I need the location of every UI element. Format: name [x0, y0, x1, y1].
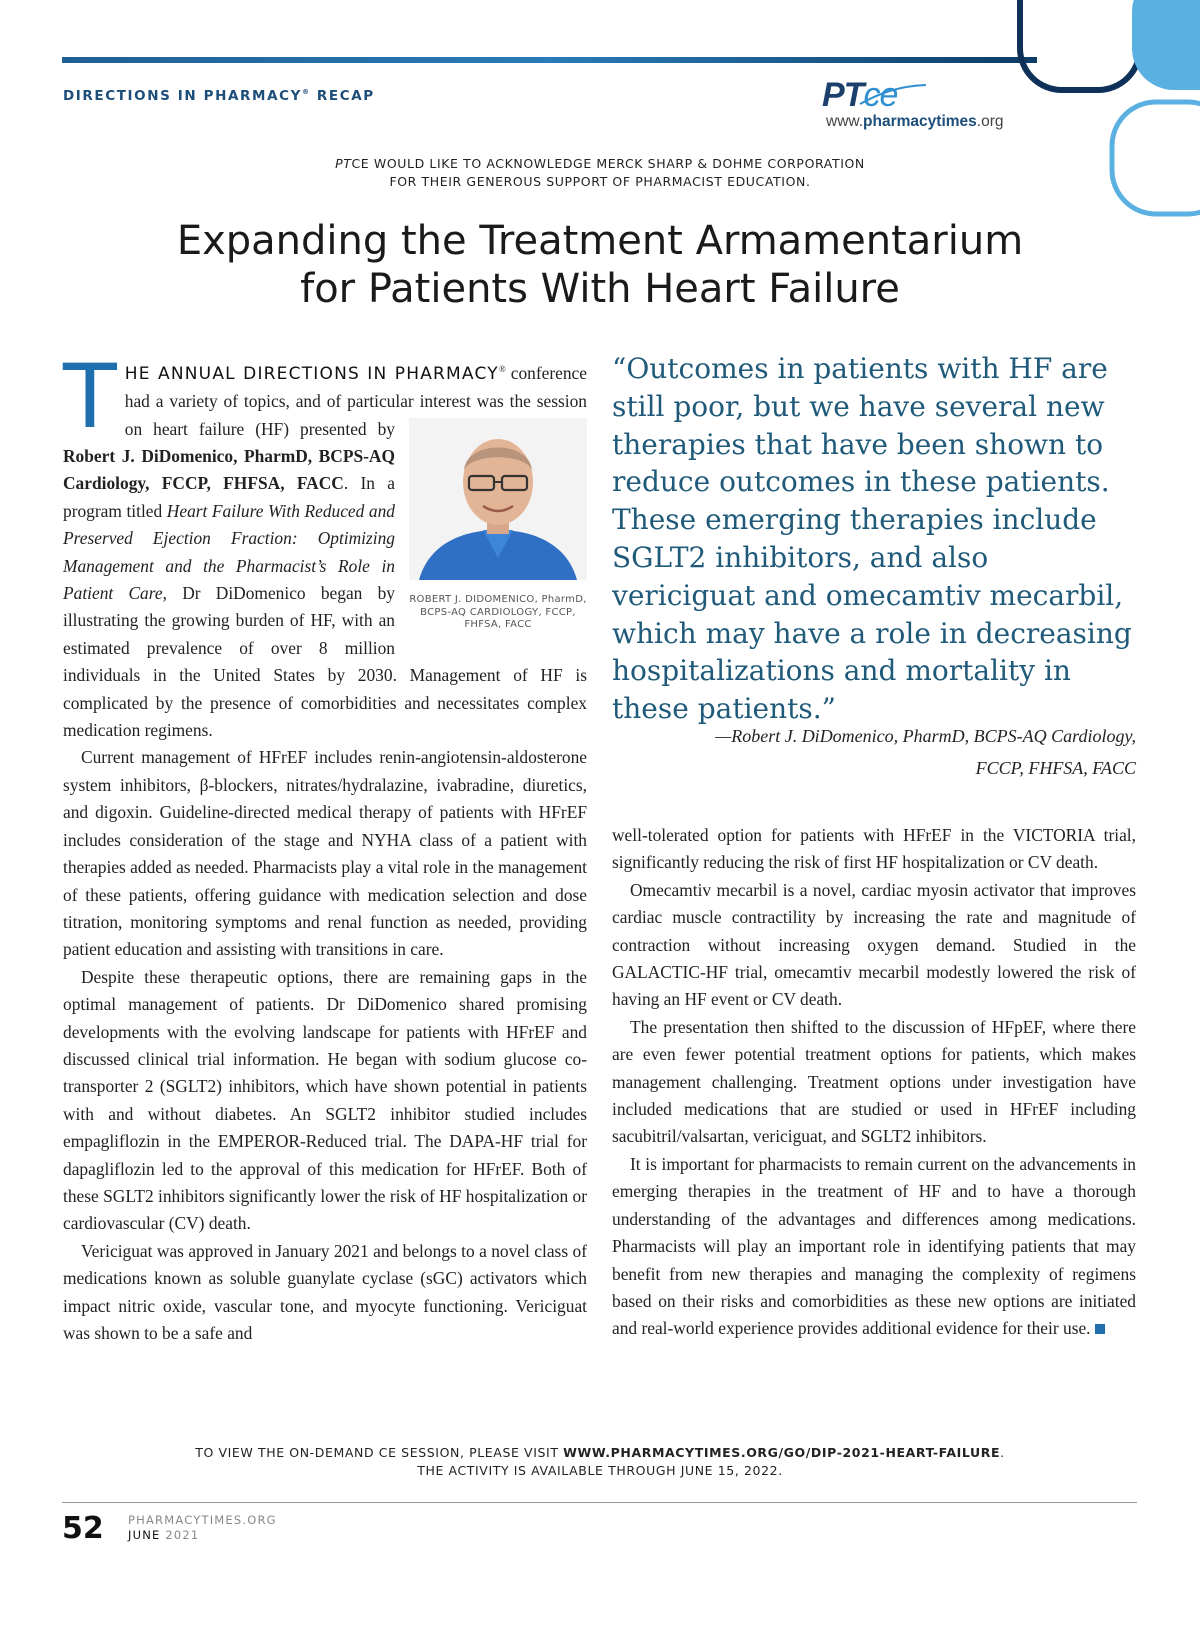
intro-text-3: , Dr DiDomenico began by illustrating the growing burden of HF, with an estimated prevalence of over 8 million individuals in the United States by 2030. Management of HF is complicated by the presence of comorbidities and necessitates complex medication regimens. — [63, 583, 587, 741]
paragraph-sglt2: Despite these therapeutic options, there are remaining gaps in the optimal management of patients. Dr DiDomenico shared promising developments with the evolving landscape for patients with HFrEF and discussed clinical trial information. He began with sodium glucose co-transporter 2 (SGLT2) inhibitors, which have shown potential in patients with and without diabetes. An SGLT2 inhibitor studied includes empagliflozin in the EMPEROR-Reduced trial. The DAPA-HF trial for dapagliflozin led to the approval of this medication for HFrEF. Both of these SGLT2 inhibitors significantly lower the risk of HF hospitalization or cardiovascular (CV) death. — [63, 966, 587, 1234]
paragraph-current-management: Current management of HFrEF includes renin-angiotensin-aldosterone system inhibitors, β-blockers, nitrates/hydralazine, ivabradine, diuretics, and digoxin. Guideline-directed medical therapy of patients with HFrEF includes consideration of the stage and NYHA class of a patient with therapies added as needed. Pharmacists play a vital role in the management of these patients, offering guidance with medication selection and dose titration, monitoring symptoms and renal function as needed, providing patient education and assisting with transitions in care. — [63, 747, 587, 960]
registered-mark: ® — [498, 364, 506, 374]
article-left-column — [63, 345, 587, 1347]
pull-quote-attribution: —Robert J. DiDomenico, PharmD, BCPS-AQ Cardiology, FCCP, FHFSA, FACC — [715, 726, 1136, 778]
lead-caps: HE ANNUAL DIRECTIONS IN PHARMACY — [124, 363, 499, 384]
sponsor-acknowledgment: PTCE WOULD LIKE TO ACKNOWLEDGE MERCK SHARP & DOHME CORPORATION FOR THEIR GENEROUS SUPPORT OF PHARMACIST EDUCATION. — [335, 156, 865, 189]
section-tag: DIRECTIONS IN PHARMACY® RECAP — [63, 88, 375, 104]
logo-swoosh-icon — [858, 82, 928, 108]
corner-decoration — [980, 0, 1200, 240]
pull-quote: “Outcomes in patients with HF are still poor, but we have several new therapies that have been shown to reduce outcomes in these patients. These emerging therapies include SGLT2 inhibitors, and also vericiguat and omecamtiv mecarbil, which may have a role in decreasing hospitalizations and mortality in these patients.” — [612, 352, 1132, 726]
author-photo — [409, 418, 587, 580]
paragraph-omecamtiv: Omecamtiv mecarbil is a novel, cardiac myosin activator that improves cardiac muscle contractility by increasing the rate and magnitude of contraction without increasing oxygen demand. Studied in the GALACTIC-HF trial, omecamtiv mecarbil modestly lowered the risk of having an HF event or CV death. — [612, 879, 1136, 1010]
site-url[interactable]: www.pharmacytimes.org — [826, 113, 1004, 130]
paragraph-vericiguat: Vericiguat was approved in January 2021 and belongs to a novel class of medications known as soluble guanylate cyclase (sGC) activators which impact nitric oxide, vascular tone, and myocyte functioning. Vericiguat was shown to be a safe and — [63, 1240, 587, 1344]
footer-rule — [62, 1502, 1137, 1503]
end-mark-icon — [1095, 1324, 1105, 1334]
paragraph-conclusion: It is important for pharmacists to remain current on the advancements in emerging therapies in the treatment of HF and to have a thorough understanding of the advantages and differences among medications. Pharmacists will play an important role in identifying patients that may benefit from new therapies and managing the complexity of regimens based on their risks and comorbidities as these new options are initiated and real-world experience provides additional evidence for their use. — [612, 1153, 1136, 1339]
author-photo-figure — [409, 418, 587, 632]
program-title: Heart Failure With Reduced and Preserved Ejection Fraction: Optimizing Management and the Pharmacist’s Role in Patient Care — [63, 500, 395, 604]
page-number: 52 — [62, 1511, 104, 1546]
intro-text-2: . In a program titled — [63, 473, 396, 521]
ce-session-link[interactable]: WWW.PHARMACYTIMES.ORG/GO/DIP-2021-HEART-FAILURE — [563, 1445, 1001, 1460]
intro-text: conference had a variety of topics, and of particular interest was the session on heart failure (HF) presented by — [124, 362, 587, 439]
ce-session-note: TO VIEW THE ON-DEMAND CE SESSION, PLEASE VISIT WWW.PHARMACYTIMES.ORG/GO/DIP-2021-HEART-FAILURE. THE ACTIVITY IS AVAILABLE THROUGH JUNE 15, 2022. — [195, 1445, 1005, 1478]
paragraph-victoria: well-tolerated option for patients with HFrEF in the VICTORIA trial, significantly reducing the risk of first HF hospitalization or CV death. — [612, 825, 1136, 873]
author-name: Robert J. DiDomenico, PharmD, BCPS-AQ Cardiology, FCCP, FHFSA, FACC — [63, 446, 395, 494]
article-right-column — [612, 822, 1136, 1343]
article-title: Expanding the Treatment Armamentarium for Patients With Heart Failure — [176, 218, 1024, 312]
ptce-logo: PTce — [822, 76, 898, 114]
publication-info: PHARMACYTIMES.ORG JUNE 2021 — [128, 1513, 277, 1542]
paragraph-hfpef: The presentation then shifted to the discussion of HFpEF, where there are even fewer potential treatment options for patients, which makes management challenging. Treatment options under investigation have included medications that are studied or used in HFrEF including sacubitril/valsartan, vericiguat, and SGLT2 inhibitors. — [612, 1016, 1136, 1147]
paragraph-intro — [63, 345, 587, 744]
photo-caption: ROBERT J. DIDOMENICO, PharmD, BCPS-AQ CARDIOLOGY, FCCP, FHFSA, FACC — [409, 594, 587, 631]
header-rule — [62, 57, 1037, 63]
drop-cap: T — [63, 345, 117, 448]
